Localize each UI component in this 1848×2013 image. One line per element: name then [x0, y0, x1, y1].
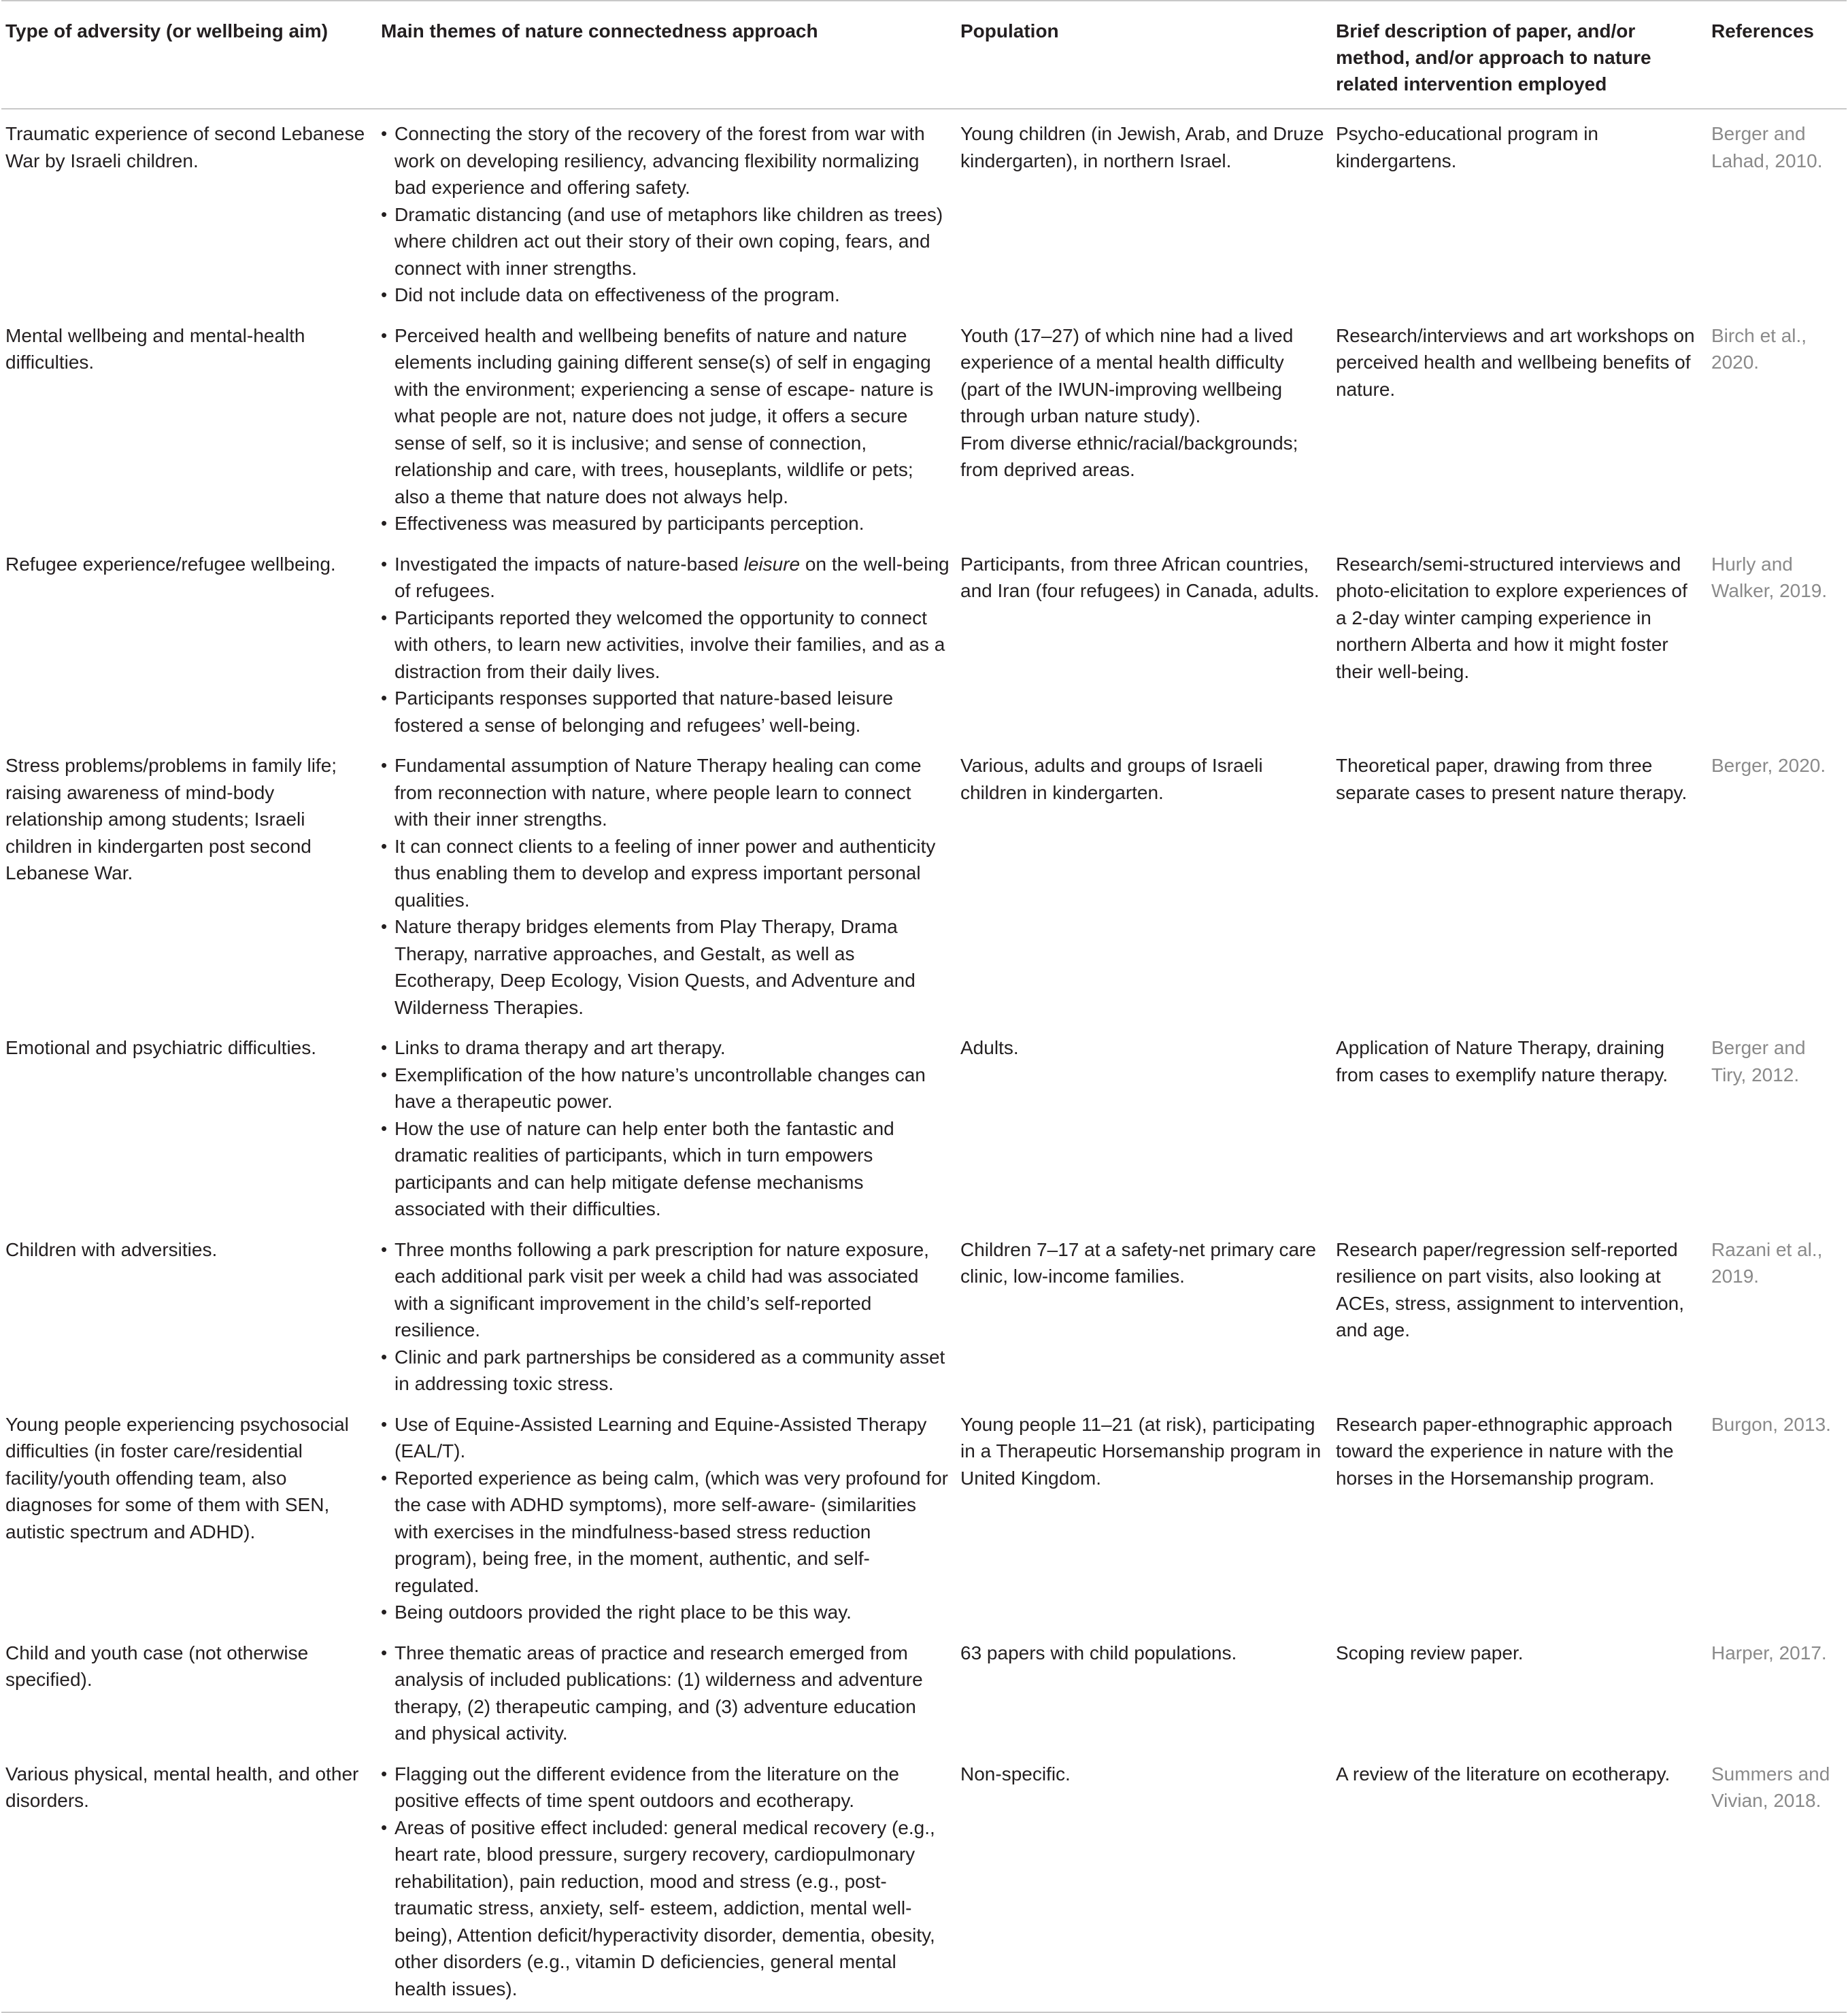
population-text: Young children (in Jewish, Arab, and Druze kindergarten), in northern Israel. — [960, 123, 1324, 171]
cell-population — [956, 1400, 1332, 1629]
themes-list — [381, 1411, 950, 1626]
theme-bullet-item: • Exemplification of the how nature’s uncontrollable changes can have a therapeutic power. — [381, 1062, 950, 1115]
cell-adversity: Child and youth case (not otherwise specified). — [5, 1642, 309, 1690]
population-text: From diverse ethnic/racial/backgrounds; from deprived areas. — [960, 432, 1298, 480]
table-row — [1, 1400, 1847, 1629]
table-header-row — [1, 1, 1847, 109]
cell-population — [956, 311, 1332, 540]
cell-description: Research/semi-structured interviews and photo-elicitation to explore experiences of a 2-day winter camping experience in northern Alberta and how it might foster their well-being. — [1336, 553, 1687, 682]
cell-reference-link[interactable]: Razani et al., 2019. — [1711, 1238, 1823, 1287]
cell-reference-link[interactable]: Berger and Tiry, 2012. — [1711, 1037, 1806, 1085]
table-row — [1, 1225, 1847, 1400]
themes-list — [381, 322, 950, 537]
cell-adversity: Emotional and psychiatric difficulties. — [5, 1037, 317, 1058]
column-header-adversity: Type of adversity (or wellbeing aim) — [1, 1, 377, 109]
theme-bullet-item: • Areas of positive effect included: general medical recovery (e.g., heart rate, blood pressure, surgery recovery, cardiopulmonary rehabilitation), pain reduction, mood and stress (e.g., post-traumatic stress, anxiety, self- esteem, addiction, mental well-being), Attention deficit/hyperactivity disorder, dementia, obesity, other disorders (e.g., vitamin D deficiencies, general mental health issues). — [381, 1814, 950, 2003]
theme-bullet-item: • Links to drama therapy and art therapy. — [381, 1034, 950, 1062]
cell-themes — [377, 1750, 956, 2013]
themes-list — [381, 120, 950, 309]
theme-bullet-item: • Dramatic distancing (and use of metaphors like children as trees) where children act out their story of their own coping, fears, and connect with inner strengths. — [381, 201, 950, 282]
cell-themes — [377, 311, 956, 540]
cell-population — [956, 109, 1332, 311]
theme-bullet-item: • Reported experience as being calm, (which was very profound for the case with ADHD symptoms), more self-aware- (similarities with exercises in the mindfulness-based stress reduction program), being free, in the moment, authentic, and self-regulated. — [381, 1465, 950, 1600]
cell-reference-link[interactable]: Burgon, 2013. — [1711, 1413, 1831, 1435]
cell-adversity: Traumatic experience of second Lebanese War by Israeli children. — [5, 123, 365, 171]
theme-bullet-item: • Three thematic areas of practice and research emerged from analysis of included publications: (1) wilderness and adventure therapy, (2) therapeutic camping, and (3) adventure education and physical activity. — [381, 1640, 950, 1747]
column-header-population: Population — [956, 1, 1332, 109]
cell-description: A review of the literature on ecotherapy. — [1332, 1750, 1707, 2013]
column-header-references: References — [1707, 1, 1847, 109]
nature-connectedness-table — [1, 0, 1847, 2013]
table-row — [1, 1024, 1847, 1225]
cell-description: Theoretical paper, drawing from three separate cases to present nature therapy. — [1336, 755, 1687, 803]
theme-bullet-item: • Three months following a park prescription for nature exposure, each additional park visit per week a child had was associated with a significant improvement in the child’s self-reported resilience. — [381, 1236, 950, 1344]
cell-population — [956, 1225, 1332, 1400]
themes-list — [381, 752, 950, 1021]
cell-adversity: Young people experiencing psychosocial difficulties (in foster care/residential facility/youth offending team, also diagnoses for some of them with SEN, autistic spectrum and ADHD). — [5, 1413, 349, 1542]
table-row — [1, 741, 1847, 1024]
cell-reference-link[interactable]: Berger, 2020. — [1711, 755, 1826, 776]
table-row — [1, 109, 1847, 311]
theme-bullet-item: • Flagging out the different evidence from the literature on the positive effects of time spent outdoors and ecotherapy. — [381, 1761, 950, 1814]
column-header-themes: Main themes of nature connectedness approach — [377, 1, 956, 109]
theme-bullet-item: • Investigated the impacts of nature-based leisure on the well-being of refugees. — [381, 551, 950, 605]
theme-bullet-item: • Perceived health and wellbeing benefits of nature and nature elements including gaining different sense(s) of self in engaging with the environment; experiencing a sense of escape- nature is what people are not, nature does not judge, it offers a secure sense of self, so it is inclusive; and sense of connection, relationship and care, with trees, houseplants, wildlife or pets; also a theme that nature does not always help. — [381, 322, 950, 511]
table-row — [1, 1629, 1847, 1750]
cell-description: Research paper-ethnographic approach toward the experience in nature with the horses in the Horsemanship program. — [1336, 1413, 1674, 1489]
cell-adversity: Refugee experience/refugee wellbeing. — [5, 553, 336, 575]
table-row — [1, 311, 1847, 540]
cell-reference-link[interactable]: Berger and Lahad, 2010. — [1711, 123, 1823, 171]
cell-themes — [377, 109, 956, 311]
theme-bullet-item: • Did not include data on effectiveness of the program. — [381, 282, 950, 309]
table-row — [1, 1750, 1847, 2013]
theme-bullet-item: • It can connect clients to a feeling of inner power and authenticity thus enabling them to develop and express important personal qualities. — [381, 833, 950, 914]
population-text: Various, adults and groups of Israeli children in kindergarten. — [960, 755, 1263, 803]
cell-description: Application of Nature Therapy, draining from cases to exemplify nature therapy. — [1336, 1037, 1668, 1085]
cell-adversity: Children with adversities. — [5, 1238, 218, 1260]
theme-bullet-item: • Effectiveness was measured by participants perception. — [381, 510, 950, 537]
cell-themes — [377, 1629, 956, 1750]
cell-population — [956, 741, 1332, 1024]
population-text: 63 papers with child populations. — [960, 1642, 1237, 1663]
theme-bullet-item: • How the use of nature can help enter both the fantastic and dramatic realities of participants, which in turn empowers participants and can help mitigate defense mechanisms associated with their difficulties. — [381, 1115, 950, 1223]
cell-adversity: Stress problems/problems in family life; raising awareness of mind-body relationship among students; Israeli children in kindergarten post second Lebanese War. — [5, 755, 337, 883]
cell-description: Research/interviews and art workshops on perceived health and wellbeing benefits of nature. — [1336, 324, 1695, 400]
themes-list — [381, 1034, 950, 1223]
cell-reference-link[interactable]: Summers and Vivian, 2018. — [1707, 1750, 1847, 2013]
cell-reference-link[interactable]: Hurly and Walker, 2019. — [1711, 553, 1828, 601]
theme-bullet-item: • Use of Equine-Assisted Learning and Equine-Assisted Therapy (EAL/T). — [381, 1411, 950, 1465]
cell-population — [956, 1024, 1332, 1225]
table-body — [1, 109, 1847, 2012]
cell-adversity: Various physical, mental health, and other disorders. — [1, 1750, 377, 2013]
cell-population — [956, 1629, 1332, 1750]
cell-description: Research paper/regression self-reported resilience on part visits, also looking at ACEs, stress, assignment to intervention, and age. — [1336, 1238, 1684, 1340]
cell-themes — [377, 1400, 956, 1629]
theme-bullet-item: • Being outdoors provided the right place to be this way. — [381, 1599, 950, 1626]
cell-population — [956, 1750, 1332, 2013]
themes-list — [381, 1761, 950, 2003]
cell-description: Psycho-educational program in kindergartens. — [1336, 123, 1598, 171]
cell-adversity: Mental wellbeing and mental-health difficulties. — [5, 324, 305, 373]
theme-bullet-item: • Fundamental assumption of Nature Therapy healing can come from reconnection with nature, where people learn to connect with their inner strengths. — [381, 752, 950, 833]
table-row — [1, 540, 1847, 742]
theme-bullet-item: • Participants reported they welcomed the opportunity to connect with others, to learn new activities, involve their families, and as a distraction from their daily lives. — [381, 605, 950, 686]
cell-description: Scoping review paper. — [1336, 1642, 1524, 1663]
cell-themes — [377, 741, 956, 1024]
themes-list — [381, 1236, 950, 1398]
population-text: Young people 11–21 (at risk), participating in a Therapeutic Horsemanship program in United Kingdom. — [960, 1413, 1322, 1489]
cell-themes — [377, 540, 956, 742]
cell-population — [956, 540, 1332, 742]
population-text: Youth (17–27) of which nine had a lived experience of a mental health difficulty (part of the IWUN-improving wellbeing through urban nature study). — [960, 324, 1294, 426]
population-text: Non-specific. — [960, 1763, 1071, 1784]
population-text: Children 7–17 at a safety-net primary care clinic, low-income families. — [960, 1238, 1316, 1287]
themes-list — [381, 551, 950, 739]
population-text: Adults. — [960, 1037, 1019, 1058]
theme-bullet-item: • Connecting the story of the recovery of the forest from war with work on developing resiliency, advancing flexibility normalizing bad experience and offering safety. — [381, 120, 950, 201]
theme-bullet-item: • Nature therapy bridges elements from Play Therapy, Drama Therapy, narrative approaches, and Gestalt, as well as Ecotherapy, Deep Ecology, Vision Quests, and Adventure and Wilderness Therapies. — [381, 913, 950, 1021]
cell-themes — [377, 1225, 956, 1400]
population-text: Participants, from three African countries, and Iran (four refugees) in Canada, adults. — [960, 553, 1320, 601]
theme-bullet-item: • Clinic and park partnerships be considered as a community asset in addressing toxic stress. — [381, 1344, 950, 1398]
cell-reference-link[interactable]: Birch et al., 2020. — [1711, 324, 1807, 373]
column-header-description: Brief description of paper, and/or method, and/or approach to nature related intervention employed — [1332, 1, 1707, 109]
theme-bullet-item: • Participants responses supported that nature-based leisure fostered a sense of belonging and refugees’ well-being. — [381, 685, 950, 739]
themes-list — [381, 1640, 950, 1747]
cell-themes — [377, 1024, 956, 1225]
cell-reference-link[interactable]: Harper, 2017. — [1711, 1642, 1827, 1663]
